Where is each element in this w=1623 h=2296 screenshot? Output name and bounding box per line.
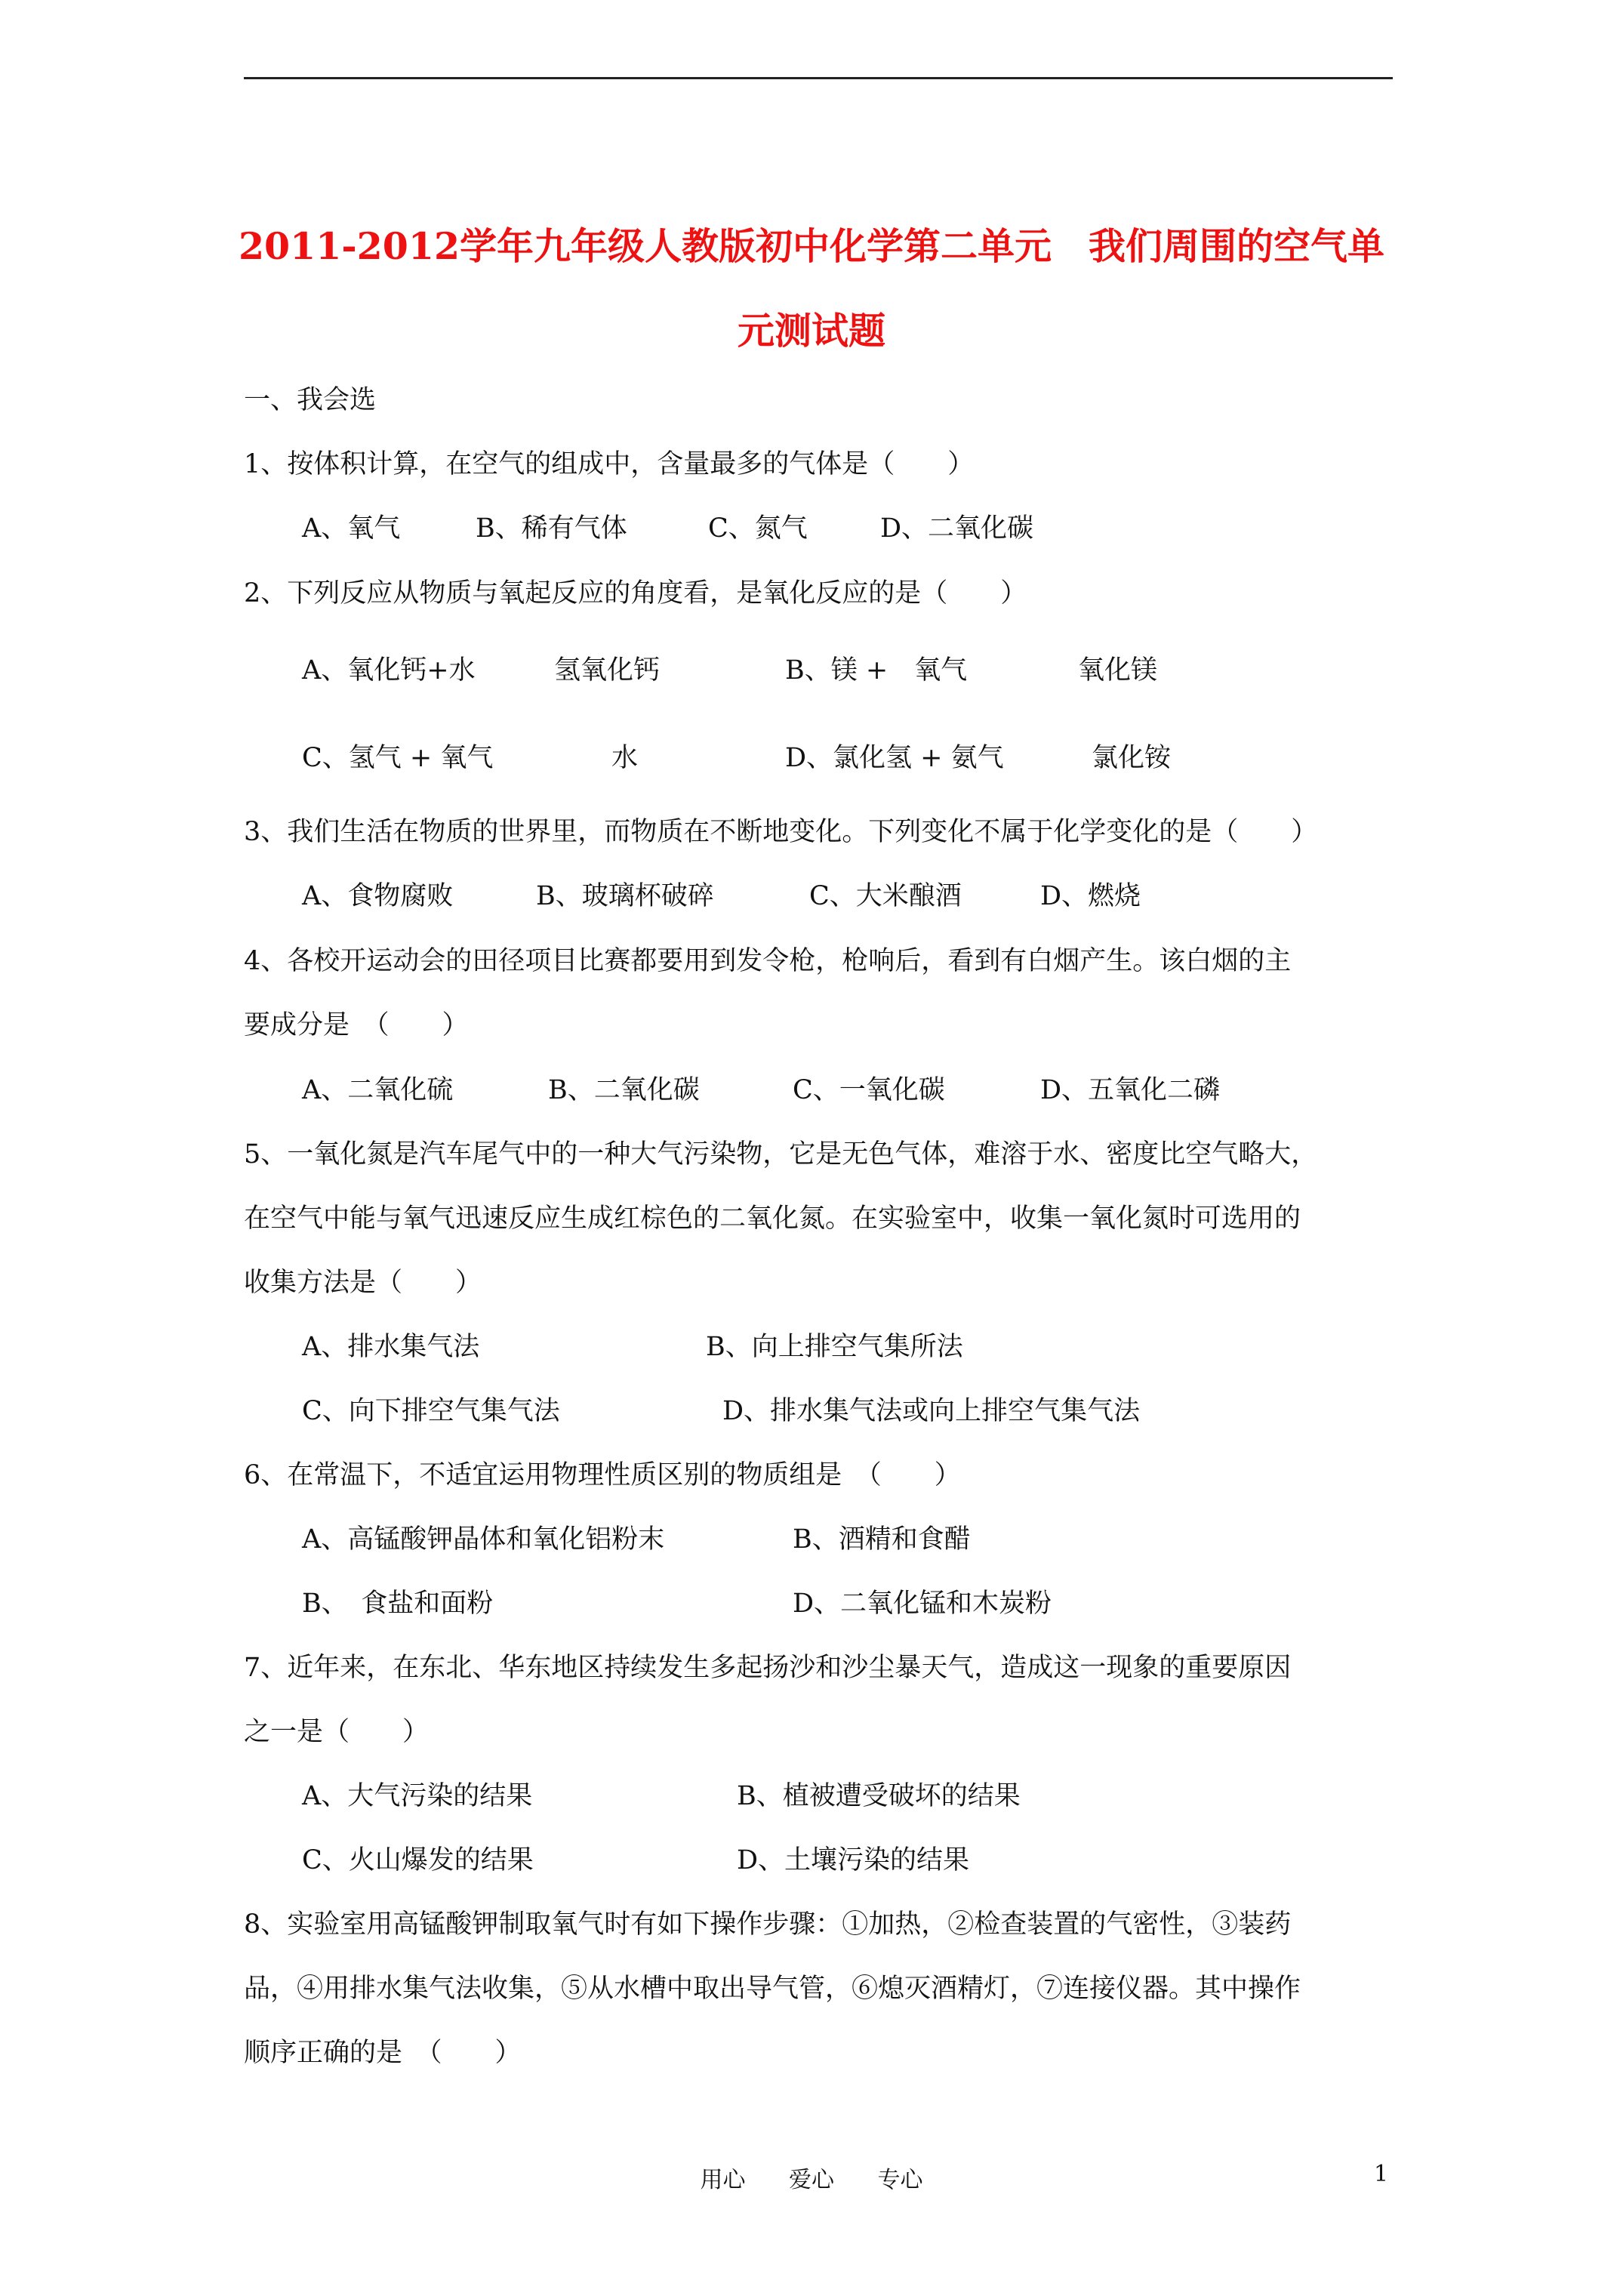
question-6-option-d: D、二氧化锰和木炭粉 — [793, 1589, 1052, 1619]
question-2-option-d-reactants: D、氯化氢 + 氨气 — [785, 743, 1004, 773]
question-4-stem-line-2: 要成分是 （ ） — [244, 1010, 469, 1040]
question-2-option-d-product: 氯化铵 — [1092, 743, 1172, 773]
document-title-line-2: 元测试题 — [737, 309, 885, 353]
question-7-stem-line-2: 之一是（ ） — [244, 1717, 430, 1747]
question-5-option-d: D、排水集气法或向上排空气集气法 — [722, 1396, 1141, 1426]
question-1-stem: 1、按体积计算，在空气的组成中，含量最多的气体是（ ） — [244, 449, 975, 479]
question-5-stem-line-2: 在空气中能与氧气迅速反应生成红棕色的二氧化氮。在实验室中，收集一氧化氮时可选用的 — [244, 1203, 1301, 1234]
question-7-option-d: D、土壤污染的结果 — [737, 1845, 970, 1875]
question-3-stem: 3、我们生活在物质的世界里，而物质在不断地变化。下列变化不属于化学变化的是（ ） — [244, 817, 1318, 847]
question-1-option-a: A、氧气 — [302, 513, 401, 544]
question-5-option-c: C、向下排空气集气法 — [302, 1396, 560, 1426]
question-4-option-a: A、二氧化硫 — [302, 1075, 454, 1105]
question-5-stem-line-3: 收集方法是（ ） — [244, 1268, 482, 1298]
question-8-stem-line-3: 顺序正确的是 （ ） — [244, 2038, 522, 2068]
question-2-option-c-product: 水 — [611, 743, 639, 773]
question-3-option-a: A、食物腐败 — [302, 881, 454, 911]
question-2-option-a-reactants: A、氧化钙+水 — [302, 655, 476, 686]
question-1-option-d: D、二氧化碳 — [880, 513, 1034, 544]
question-7-option-b: B、植被遭受破坏的结果 — [737, 1781, 1021, 1811]
question-5-stem-line-1: 5、一氧化氮是汽车尾气中的一种大气污染物，它是无色气体，难溶于水、密度比空气略大， — [244, 1139, 1318, 1170]
question-3-option-d: D、燃烧 — [1040, 881, 1141, 911]
question-4-option-c: C、一氧化碳 — [793, 1075, 945, 1105]
question-2-option-b-reactants: B、镁 + 氧气 — [785, 655, 968, 686]
page-number: 1 — [1374, 2161, 1389, 2187]
footer-word-2: 爱心 — [789, 2167, 834, 2193]
question-2-option-a-product: 氢氧化钙 — [554, 655, 661, 686]
question-8-stem-line-2: 品，④用排水集气法收集，⑤从水槽中取出导气管，⑥熄灭酒精灯，⑦连接仪器。其中操作 — [244, 1974, 1301, 2004]
question-3-option-b: B、玻璃杯破碎 — [536, 881, 714, 911]
question-7-option-a: A、大气污染的结果 — [302, 1781, 533, 1811]
question-6-stem: 6、在常温下，不适宜运用物理性质区别的物质组是 （ ） — [244, 1460, 961, 1490]
question-4-option-b: B、二氧化碳 — [548, 1075, 700, 1105]
question-5-option-b: B、向上排空气集所法 — [706, 1332, 963, 1362]
question-6-option-a: A、高锰酸钾晶体和氧化铝粉末 — [302, 1524, 665, 1555]
question-8-stem-line-1: 8、实验室用高锰酸钾制取氧气时有如下操作步骤：①加热，②检查装置的气密性，③装药 — [244, 1909, 1292, 1940]
question-2-stem: 2、下列反应从物质与氧起反应的角度看，是氧化反应的是（ ） — [244, 578, 1027, 609]
question-6-option-c: B、 食盐和面粉 — [302, 1589, 494, 1619]
document-title-line-1: 2011-2012学年九年级人教版初中化学第二单元 我们周围的空气单 — [238, 224, 1385, 268]
question-6-option-b: B、酒精和食醋 — [793, 1524, 971, 1555]
question-1-option-c: C、氮气 — [708, 513, 808, 544]
question-2-option-c-reactants: C、氢气 + 氧气 — [302, 743, 494, 773]
question-7-stem-line-1: 7、近年来，在东北、华东地区持续发生多起扬沙和沙尘暴天气，造成这一现象的重要原因 — [244, 1653, 1292, 1683]
question-5-option-a: A、排水集气法 — [302, 1332, 480, 1362]
footer-word-3: 专心 — [877, 2167, 923, 2193]
question-1-option-b: B、稀有气体 — [476, 513, 627, 544]
section-heading: 一、我会选 — [244, 385, 377, 415]
question-2-option-b-product: 氧化镁 — [1078, 655, 1158, 686]
question-7-option-c: C、火山爆发的结果 — [302, 1845, 534, 1875]
question-3-option-c: C、大米酿酒 — [809, 881, 962, 911]
question-4-option-d: D、五氧化二磷 — [1040, 1075, 1221, 1105]
header-rule — [244, 77, 1393, 79]
footer-word-1: 用心 — [700, 2167, 746, 2193]
question-4-stem-line-1: 4、各校开运动会的田径项目比赛都要用到发令枪，枪响后，看到有白烟产生。该白烟的主 — [244, 946, 1292, 976]
